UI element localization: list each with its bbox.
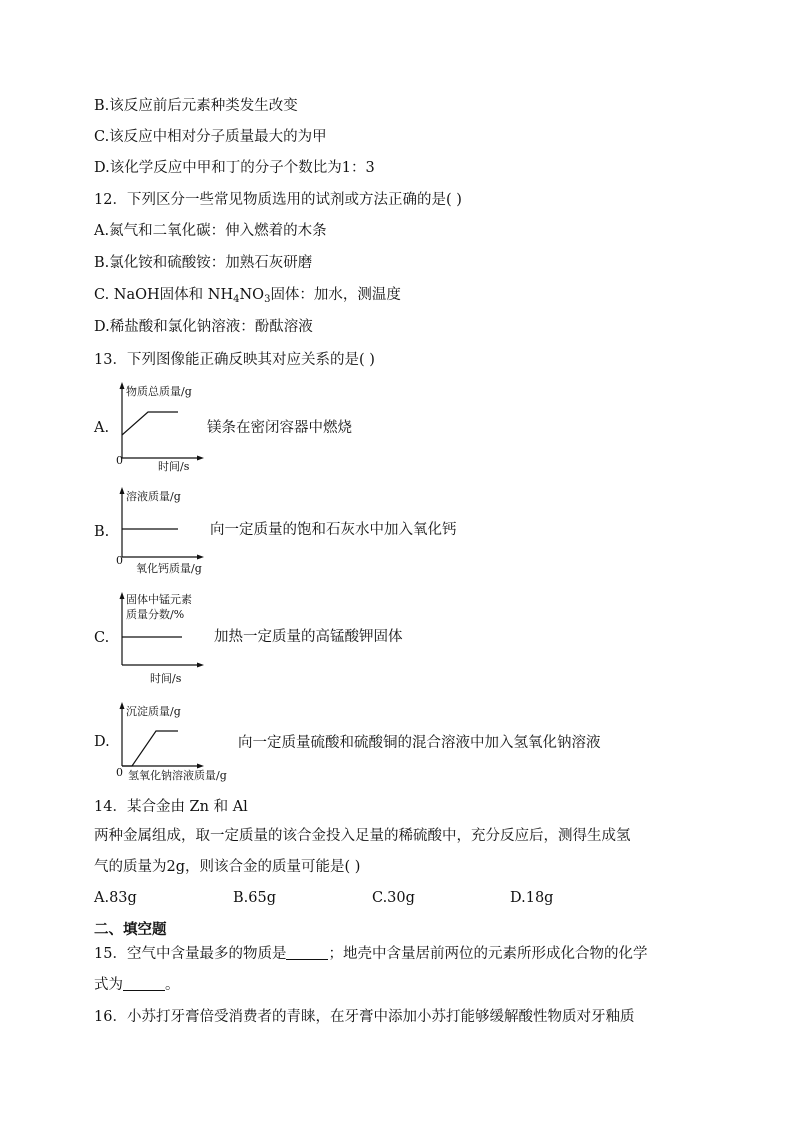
- q12-option-c-sub1: 4: [233, 294, 240, 305]
- graph-c-x-arrow: [197, 663, 204, 668]
- graph-b-xlabel: 氧化钙质量/g: [136, 562, 202, 575]
- q13-graph-a: [110, 380, 220, 475]
- q12-option-b: B.氯化铵和硫酸铵：加熟石灰研磨: [94, 255, 313, 271]
- q11-option-b: B.该反应前后元素种类发生改变: [94, 98, 298, 114]
- q13-graph-c: [110, 590, 225, 688]
- q14-option-a: A.83g: [94, 890, 137, 906]
- q15-line-2-post: 。: [165, 977, 180, 993]
- q13-graph-d-letter: D.: [94, 734, 110, 750]
- graph-c-xlabel: 时间/s: [150, 672, 182, 685]
- q15-line-2-pre: 式为: [94, 977, 123, 993]
- graph-d-y-arrow: [120, 702, 125, 709]
- q15-line-2: [94, 975, 180, 995]
- graph-b-ylabel: 溶液质量/g: [126, 490, 181, 503]
- graph-b-y-arrow: [120, 487, 125, 494]
- graph-a-x-arrow: [197, 456, 204, 461]
- q14-option-b: B.65g: [233, 890, 276, 906]
- section-2-title: 二、填空题: [94, 921, 167, 938]
- q13-graph-b-desc: 向一定质量的饱和石灰水中加入氧化钙: [210, 522, 457, 538]
- graph-d-curve: [122, 731, 178, 766]
- graph-c-ylabel-2: 质量分数/%: [126, 608, 185, 621]
- graph-a-origin: 0: [116, 454, 123, 467]
- q12-option-c-pre: C. NaOH固体和 NH: [94, 287, 234, 303]
- graph-d-x-arrow: [197, 764, 204, 769]
- q15-blank-2: [123, 976, 165, 991]
- q14-stem-2: 两种金属组成，取一定质量的该合金投入足量的稀硫酸中，充分反应后，测得生成氢: [94, 828, 631, 844]
- q15-blank-1: [286, 945, 328, 960]
- q11-option-c: C.该反应中相对分子质量最大的为甲: [94, 129, 327, 145]
- q14-stem-1: 14．某合金由 Zn 和 Al: [94, 799, 248, 815]
- graph-a-ylabel: 物质总质量/g: [126, 385, 192, 398]
- q13-stem: 13．下列图像能正确反映其对应关系的是( ): [94, 352, 375, 368]
- q12-option-c: [94, 285, 401, 310]
- q13-graph-a-desc: 镁条在密闭容器中燃烧: [207, 420, 352, 436]
- q12-option-c-mid: NO: [239, 287, 265, 303]
- graph-a-curve: [122, 412, 178, 435]
- q12-option-a: A.氮气和二氧化碳：伸入燃着的木条: [94, 223, 327, 239]
- q14-option-d: D.18g: [510, 890, 554, 906]
- q14-option-c: C.30g: [372, 890, 415, 906]
- graph-b-x-arrow: [197, 555, 204, 560]
- q13-graph-c-desc: 加热一定质量的高锰酸钾固体: [214, 629, 403, 645]
- graph-d-ylabel: 沉淀质量/g: [126, 705, 181, 718]
- graph-b-origin: 0: [116, 554, 123, 567]
- q12-option-d: D.稀盐酸和氯化钠溶液：酚酞溶液: [94, 319, 313, 335]
- graph-a-y-arrow: [120, 382, 125, 389]
- q13-graph-d: [110, 700, 250, 784]
- q14-stem-3: 气的质量为2g，则该合金的质量可能是( ): [94, 859, 361, 875]
- q13-graph-c-letter: C.: [94, 630, 110, 646]
- graph-d-xlabel: 氢氧化钠溶液质量/g: [128, 769, 227, 782]
- q15-line-1-pre: 15．空气中含量最多的物质是: [94, 946, 287, 962]
- q15-line-1-post: ；地壳中含量居前两位的元素所形成化合物的化学: [328, 946, 648, 962]
- q16-line-1: 16．小苏打牙膏倍受消费者的青睐，在牙膏中添加小苏打能够缓解酸性物质对牙釉质: [94, 1009, 635, 1025]
- graph-a-xlabel: 时间/s: [158, 460, 190, 473]
- q15-line-1: [94, 944, 647, 964]
- graph-d-origin: 0: [116, 766, 123, 779]
- q12-stem: 12．下列区分一些常见物质选用的试剂或方法正确的是( ): [94, 192, 462, 208]
- graph-c-ylabel-1: 固体中锰元素: [126, 593, 192, 606]
- q11-option-d: D.该化学反应中甲和丁的分子个数比为1：3: [94, 160, 375, 176]
- q12-option-c-sub2: 3: [264, 294, 271, 305]
- graph-c-y-arrow: [120, 592, 125, 599]
- q13-graph-d-desc: 向一定质量硫酸和硫酸铜的混合溶液中加入氢氧化钠溶液: [238, 735, 601, 751]
- q12-option-c-post: 固体：加水，测温度: [270, 287, 401, 303]
- q13-graph-b-letter: B.: [94, 524, 110, 540]
- q13-graph-a-letter: A.: [94, 420, 110, 436]
